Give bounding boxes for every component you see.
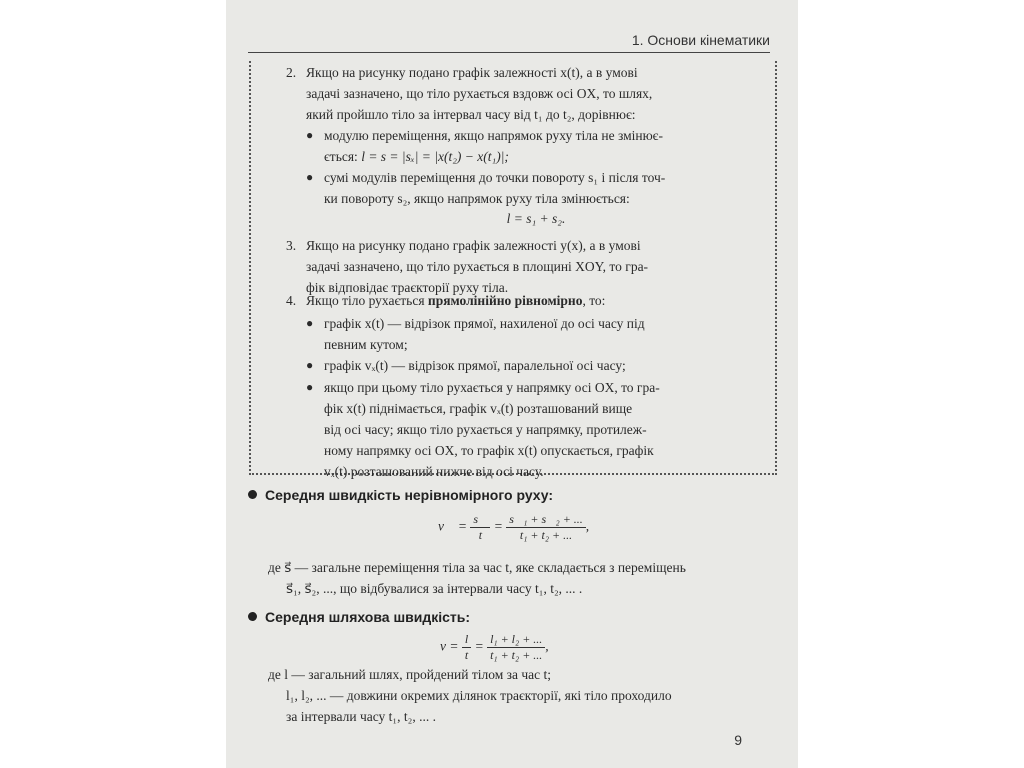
item-text-line: Якщо на рисунку подано графік залежності y(x), а в умові [306,238,641,253]
numerator: l₁ + l₂ + ... [487,632,545,648]
denominator: t [478,528,483,542]
description-line: за інтервали часу t₁, t₂, ... . [286,709,436,724]
bullet-text-line: певним кутом; [324,337,408,352]
fraction [462,632,471,663]
bullet-item [306,167,766,209]
formula-path-sum: l = s₁ + s₂. [506,211,566,226]
bullet-text-line: графік vₓ(t) — відрізок прямої, паралельної осі часу; [324,358,626,373]
bullet-text-line [324,146,766,167]
fraction [506,512,586,543]
section-title: Середня швидкість нерівномірного руху: [265,487,553,503]
formula-avg-velocity [438,512,589,543]
denominator: t₁ + t₂ + ... [490,648,543,662]
page-number: 9 [734,732,742,748]
item-text-line: який пройшло тіло за інтервал часу від t₁ до t₂, дорівнює: [306,107,636,122]
bullet-text-line: якщо при цьому тіло рухається у напрямку осі OX, то гра- [324,380,660,395]
fraction [487,632,545,663]
running-header: 1. Основи кінематики [248,30,770,53]
description-line: де s⃗ — загальне переміщення тіла за час t, яке складається з переміщень [268,560,686,575]
section-heading-avg-velocity [248,487,553,503]
fraction [470,512,490,543]
bullet-text-line: ному напрямку осі OX, то графік x(t) опускається, графік [324,443,654,458]
numerator: s⃗₁ + s⃗₂ + ... [506,512,586,528]
description-line: s⃗₁, s⃗₂, ..., що відбувалися за інтервали часу t₁, t₂, ... . [286,581,583,596]
bullet-text-line: сумі модулів переміщення до точки повороту s₁ і після точ- [324,170,666,185]
item-text-line [306,290,756,311]
formula-avg-speed [440,632,549,663]
formula-tail: , [545,638,549,654]
bullet-text-line: фік x(t) піднімається, графік vₓ(t) розташований вище [324,401,633,416]
section-heading-avg-speed [248,609,470,625]
formula-tail: , [585,518,590,534]
section-bullet-icon [248,612,257,621]
bullet-text-line: графік x(t) — відрізок прямої, нахиленої до осі часу під [324,316,645,331]
section-bullet-icon [248,490,257,499]
bullet-text-line: vₓ(t) розташований нижче від осі часу. [324,464,544,479]
item-number: 4. [286,293,297,308]
item-text-line: задачі зазначено, що тіло рухається вздовж осі OX, то шлях, [306,86,653,101]
formula-lhs: v = [440,638,459,654]
item-text: , то: [582,293,606,308]
denominator: t₁ + t₂ + ... [519,528,573,542]
formula-path-displacement: l = s = |sₓ| = |x(t₂) − x(t₁)|; [361,149,509,164]
numerator: s⃗ [470,512,490,528]
list-item-4 [286,290,756,311]
bullet-icon: ● [306,316,314,330]
item-number: 3. [286,238,297,253]
bullet-text-line: ки повороту s₂, якщо напрямок руху тіла змінюється: [324,191,630,206]
bullet-icon: ● [306,358,314,372]
item-text-line: Якщо на рисунку подано графік залежності x(t), а в умові [306,65,638,80]
list-item-2 [286,62,756,125]
bullet-item [306,355,766,376]
section-title: Середня шляхова швидкість: [265,609,471,625]
item-number: 2. [286,65,297,80]
bullet-icon: ● [306,380,314,394]
bullet-icon: ● [306,170,314,184]
emphasis-text: прямолінійно рівномірно [427,293,583,308]
bullet-text-line: від осі часу; якщо тіло рухається у напрямку, протилеж- [324,422,647,437]
list-item-3 [286,235,756,298]
bullet-icon: ● [306,128,314,142]
equals-sign: = [493,518,503,534]
bullet-item [306,313,766,355]
bullet-text-line: модулю переміщення, якщо напрямок руху тіла не змінює- [324,128,663,143]
numerator: l [462,632,471,648]
bullet-item [306,377,766,482]
item-text-line: задачі зазначено, що тіло рухається в площині XOY, то гра- [306,259,649,274]
item-text-line: фік відповідає траєкторії руху тіла. [306,280,509,295]
bullet-text: ється: [324,149,358,164]
denominator: t [464,648,469,662]
description-line: де l — загальний шлях, пройдений тілом за час t; [268,667,551,682]
formula-lhs: v⃗ = [438,518,467,534]
bullet-item [306,125,766,167]
description-line: l₁, l₂, ... — довжини окремих ділянок траєкторії, які тіло проходило [286,688,672,703]
book-page [226,0,798,768]
item-text: Якщо тіло рухається [306,293,428,308]
equals-sign: = [474,638,484,654]
